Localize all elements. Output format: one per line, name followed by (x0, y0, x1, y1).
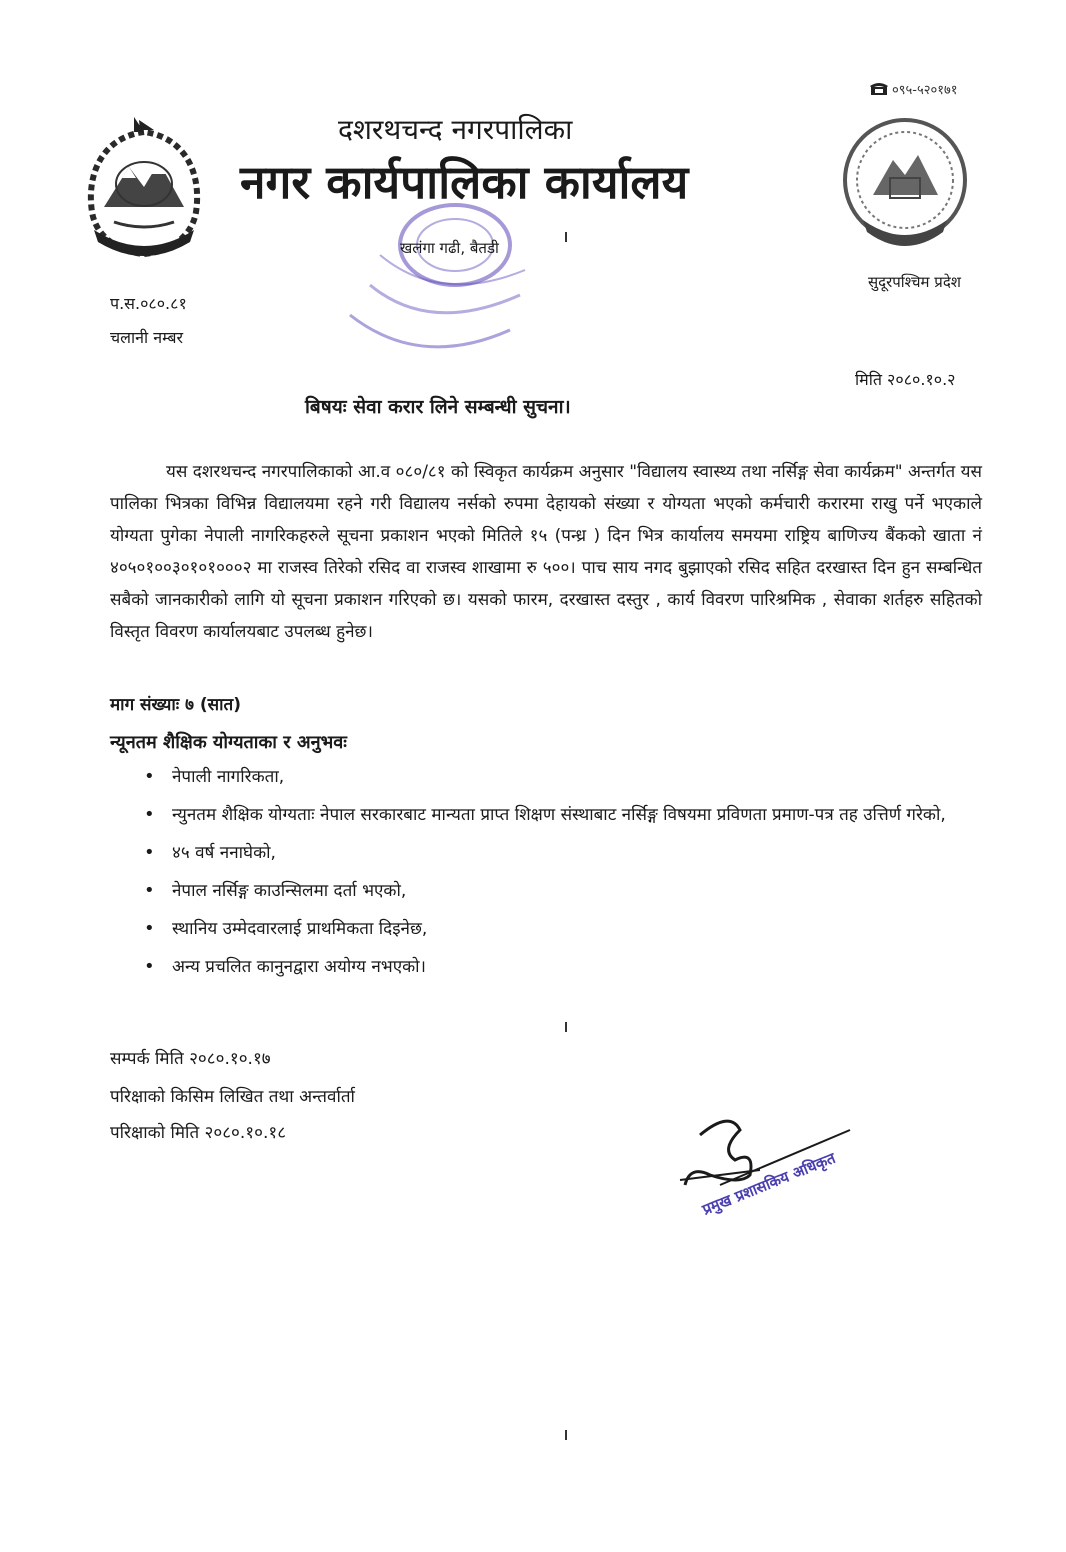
contact-date: सम्पर्क मिति २०८०.१०.१७ (110, 1049, 271, 1069)
fiscal-year: प.स.०८०.८१ (110, 294, 187, 313)
office-title: नगर कार्यपालिका कार्यालय (240, 155, 689, 209)
phone-number (870, 80, 958, 98)
scan-mark (565, 232, 567, 242)
telephone-icon (870, 82, 888, 96)
qualifications-list (110, 760, 990, 988)
list-item: • स्थानिय उम्मेदवारलाई प्राथमिकता दिइनेछ, (110, 912, 990, 946)
list-item: • नेपाली नागरिकता, (110, 760, 990, 794)
letter-date: मिति २०८०.१०.२ (855, 370, 956, 389)
scan-mark (565, 1022, 567, 1032)
municipality-name: दशरथचन्द नगरपालिका (338, 113, 573, 146)
office-address: खलंगा गढी, बैतडी (400, 239, 499, 257)
scan-mark (565, 1430, 567, 1440)
province-seal-icon (838, 110, 972, 260)
exam-type: परिक्षाको किसिम लिखित तथा अन्तर्वार्ता (110, 1087, 355, 1107)
demand-count: माग संख्याः ७ (सात) (110, 695, 241, 715)
dispatch-number-label: चलानी नम्बर (110, 328, 184, 347)
signature-icon (660, 1090, 910, 1220)
province-name: सुदूरपश्चिम प्रदेश (868, 273, 961, 291)
notice-subject: बिषयः सेवा करार लिने सम्बन्धी सुचना। (305, 396, 571, 418)
list-item: • न्युनतम शैक्षिक योग्यताः नेपाल सरकारबाट मान्यता प्राप्त शिक्षण संस्थाबाट नर्सिङ्ग विषयमा प्रविणता प्रमाण-पत्र तह उत्तिर्ण गरेको, (110, 798, 990, 832)
qualifications-heading: न्यूनतम शैक्षिक योग्यताका र अनुभवः (110, 732, 347, 753)
list-item: • ४५ वर्ष ननाघेको, (110, 836, 990, 870)
exam-date: परिक्षाको मिति २०८०.१०.१८ (110, 1123, 287, 1143)
signatory-title: प्रमुख प्रशासकिय अधिकृत (699, 1148, 838, 1219)
list-item: • नेपाल नर्सिङ्ग काउन्सिलमा दर्ता भएको, (110, 874, 990, 908)
nepal-emblem-icon (74, 112, 214, 262)
phone-text: ०९५-५२०१७१ (892, 83, 958, 98)
notice-body (110, 456, 982, 648)
office-stamp-icon (310, 185, 550, 370)
list-item: • अन्य प्रचलित कानुनद्वारा अयोग्य नभएको। (110, 950, 990, 984)
notice-body-text: यस दशरथचन्द नगरपालिकाको आ.व ०८०/८१ को स्विकृत कार्यक्रम अनुसार "विद्यालय स्वास्थ्य तथा नर्सिङ्ग सेवा कार्यक्रम" अन्तर्गत यस पालिका भित्रका विभिन्न विद्यालयमा रहने गरी विद्यालय नर्सको रुपमा देहायको संख्या र योग्यता भएको कर्मचारी करारमा राखु पर्ने भएकाले योग्यता पुगेका नेपाली नागरिकहरुले सूचना प्रकाशन भएको मितिले १५ (पन्ध्र ) दिन भित्र कार्यालय समयमा राष्ट्रिय बाणिज्य बैंकको खाता नं ४०५०१००३०१०१०००२ मा राजस्व तिरेको रसिद वा राजस्व शाखामा रु ५००। पाच साय नगद बुझाएको रसिद सहित दरखास्त दिन हुन सम्बन्धित सबैको जानकारीको लागि यो सूचना प्रकाशन गरिएको छ। यसको फारम, दरखास्त दस्तुर , कार्य विवरण पारिश्रमिक , सेवाका शर्तहरु सहितको विस्तृत विवरण कार्यालयबाट उपलब्ध हुनेछ। (110, 462, 982, 642)
